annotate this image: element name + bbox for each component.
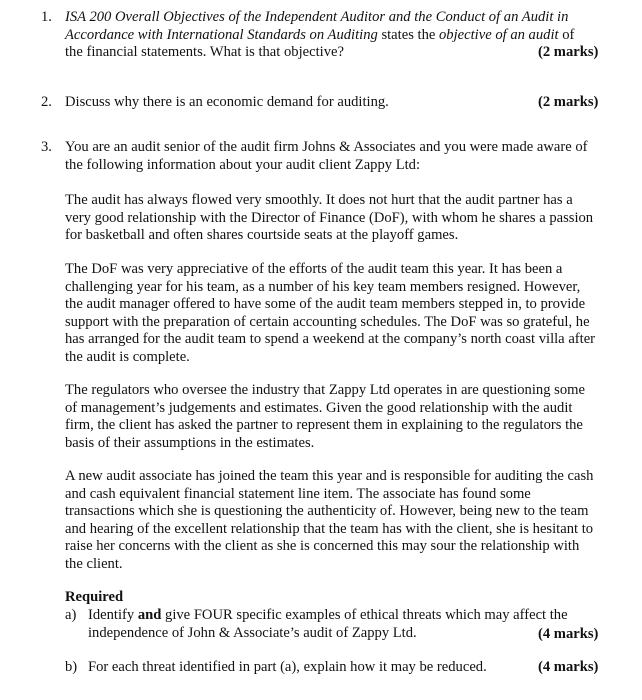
plain-text: give FOUR specific examples of ethical threats which may affect the [161,607,568,623]
required-heading [65,589,615,607]
marks-label: (4 marks) [538,626,599,642]
plain-text: Identify [88,607,138,623]
marks-label: (2 marks) [538,44,599,60]
paragraph-line: transactions which she is questioning the authenticity of. However, being new to the team [65,503,589,520]
part-text [88,659,487,677]
question-line: the financial statements. What is that objective? [65,44,344,61]
paragraph-line: of management’s judgements and estimates. Given the good relationship with the audit [65,399,573,416]
scenario-paragraph-4 [65,468,615,574]
required-heading-text: Required [65,589,124,605]
part-line [88,607,568,625]
paragraph-line: challenging year for his team, as a number of his key team members resigned. However, [65,278,581,295]
marks-label: (2 marks) [538,94,599,110]
paragraph-line: has arranged for the audit team to spend a weekend at the company’s north coast villa after [65,331,596,348]
paragraph-line: A new audit associate has joined the team this year and is responsible for auditing the cash [65,468,594,484]
paragraph-line: the audit is complete. [65,348,190,365]
question-number: 1. [41,9,52,25]
paragraph-line: raise her concerns with the client as she is concerned this may sour the relationship with [65,538,580,555]
paragraph-line: support with the preparation of certain accounting schedules. The DoF was so grateful, he [65,313,590,330]
bold-text: and [137,607,162,623]
part-text [88,607,568,642]
scenario-paragraph-3 [65,382,615,452]
marks-label: (4 marks) [538,659,599,675]
scenario-paragraph-1 [65,192,615,245]
emphasis-text: objective of an audit [439,26,559,43]
question-line: Discuss why there is an economic demand for auditing. [65,94,389,110]
part-line: independence of John & Associate’s audit of Zappy Ltd. [88,624,417,641]
part-line: For each threat identified in part (a), explain how it may be reduced. [88,659,487,675]
paragraph-line: The DoF was very appreciative of the efforts of the audit team this year. It has been a [65,261,563,277]
standard-title-cont: Accordance with International Standards on Auditing [65,26,378,43]
question-intro [65,139,625,174]
question-number: 2. [41,94,52,110]
question-line: the following information about your audit client Zappy Ltd: [65,156,421,173]
question-line [65,9,610,27]
paragraph-line: very good relationship with the Director of Finance (DoF), with whom he shares a passion [65,209,594,226]
paragraph-line: the audit manager offered to have some of the audit team members stepped in, to provide [65,296,586,313]
paragraph-line: firm, the client has asked the partner to represent them in explaining to the regulators the [65,417,583,434]
question-line [65,27,610,45]
paragraph-line: basis of their assumptions in the estimates. [65,434,315,451]
paragraph-line: The regulators who oversee the industry that Zappy Ltd operates in are questioning some [65,382,585,398]
question-text [65,9,610,62]
part-letter: a) [65,607,77,623]
paragraph-line: The audit has always flowed very smoothly. It does not hurt that the audit partner has a [65,192,573,208]
plain-text: states the [377,26,439,43]
question-line: You are an audit senior of the audit firm Johns & Associates and you were made aware of [65,139,588,155]
plain-text: of [558,26,575,43]
paragraph-line: and hearing of the excellent relationship that the team has with the client, she is hesitant to [65,520,594,537]
question-number: 3. [41,139,52,155]
paragraph-line: the client. [65,555,123,572]
part-letter: b) [65,659,78,675]
scenario-paragraph-2 [65,261,615,367]
question-text [65,94,610,112]
paragraph-line: for basketball and often shares courtside seats at the playoff games. [65,227,459,244]
paragraph-line: and cash equivalent financial statement line item. The associate has found some [65,485,531,502]
standard-title: ISA 200 Overall Objectives of the Independent Auditor and the Conduct of an Audit in [65,9,569,25]
